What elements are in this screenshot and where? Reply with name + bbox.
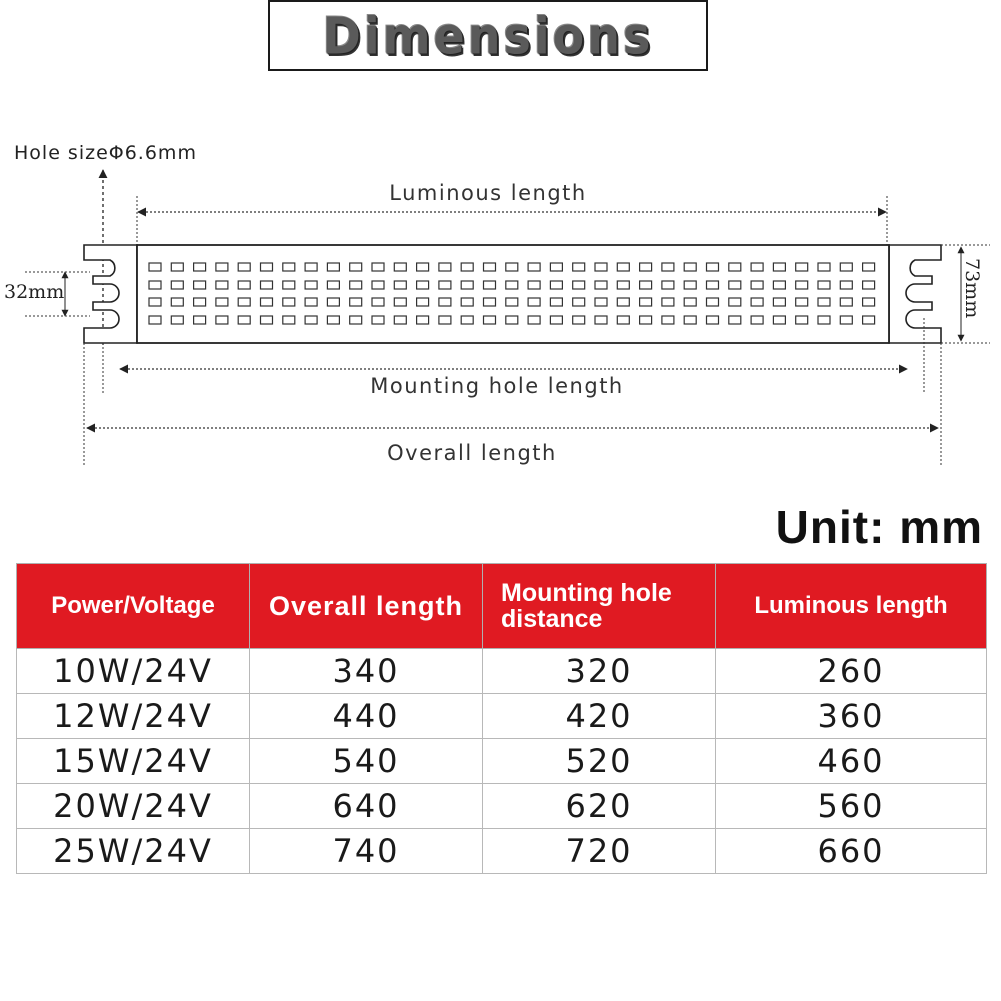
led-chip	[707, 298, 719, 306]
page-title: Dimensions	[322, 5, 654, 66]
overall-length-cell: 640	[250, 784, 483, 829]
led-chip	[216, 316, 228, 324]
led-chip	[238, 298, 250, 306]
led-chip	[149, 298, 161, 306]
led-chip	[238, 263, 250, 271]
led-chip	[707, 316, 719, 324]
led-chip	[573, 298, 585, 306]
led-chip	[840, 298, 852, 306]
led-chip	[684, 263, 696, 271]
overall-length-label: Overall length	[387, 441, 557, 465]
led-chip	[394, 263, 406, 271]
led-chip	[550, 263, 562, 271]
led-chip	[818, 298, 830, 306]
led-chip	[773, 298, 785, 306]
luminous-length-cell: 460	[716, 739, 987, 784]
header-luminous-length: Luminous length	[716, 564, 987, 649]
led-chip	[662, 316, 674, 324]
power-voltage-cell: 10W/24V	[17, 649, 250, 694]
led-chip	[662, 281, 674, 289]
luminous-length-cell: 260	[716, 649, 987, 694]
mounting-hole-distance-cell: 520	[483, 739, 716, 784]
led-chip	[484, 298, 496, 306]
led-chip	[506, 316, 518, 324]
led-chip	[439, 298, 451, 306]
led-chip	[528, 298, 540, 306]
led-chip	[550, 281, 562, 289]
led-chip	[171, 281, 183, 289]
led-chip	[863, 316, 875, 324]
mounting-hole-distance-cell: 420	[483, 694, 716, 739]
led-chip	[729, 298, 741, 306]
led-chip	[305, 263, 317, 271]
led-chip	[595, 316, 607, 324]
led-chip	[261, 298, 273, 306]
led-chip	[729, 263, 741, 271]
led-chip	[261, 263, 273, 271]
led-chip	[238, 281, 250, 289]
led-chip	[617, 263, 629, 271]
led-chip	[707, 281, 719, 289]
led-chip	[863, 281, 875, 289]
unit-label: Unit: mm	[775, 501, 983, 553]
led-chip	[461, 298, 473, 306]
led-chip	[506, 263, 518, 271]
led-chip	[796, 316, 808, 324]
led-chip	[818, 281, 830, 289]
led-chip	[506, 298, 518, 306]
led-chip	[818, 263, 830, 271]
led-chip	[238, 316, 250, 324]
led-chip	[595, 263, 607, 271]
led-chip	[171, 316, 183, 324]
luminous-length-cell: 560	[716, 784, 987, 829]
table-row	[17, 649, 987, 694]
led-chip	[350, 281, 362, 289]
table-row	[17, 829, 987, 874]
table-row	[17, 694, 987, 739]
led-chip	[194, 281, 206, 289]
led-chip	[662, 263, 674, 271]
overall-length-cell: 740	[250, 829, 483, 874]
led-chip	[394, 298, 406, 306]
led-chip	[484, 316, 496, 324]
led-chip	[417, 316, 429, 324]
led-chip	[327, 281, 339, 289]
led-chip	[840, 316, 852, 324]
led-chip	[528, 263, 540, 271]
led-chip	[283, 298, 295, 306]
led-chip	[417, 281, 429, 289]
led-chip	[194, 298, 206, 306]
mounting-hole-distance-cell: 720	[483, 829, 716, 874]
led-chip	[796, 281, 808, 289]
left-mounting-bracket	[84, 245, 137, 343]
led-chip	[439, 316, 451, 324]
led-chip	[640, 316, 652, 324]
led-chip	[640, 281, 652, 289]
header-mounting-hole-distance: Mounting hole distance	[483, 564, 716, 649]
led-chip	[216, 298, 228, 306]
led-chip	[863, 263, 875, 271]
led-chip	[149, 316, 161, 324]
led-chip	[751, 281, 763, 289]
led-chip	[283, 281, 295, 289]
led-chip	[261, 316, 273, 324]
led-chip	[595, 298, 607, 306]
led-chip	[617, 316, 629, 324]
led-chip	[796, 298, 808, 306]
spec-table	[16, 563, 987, 874]
mounting-hole-length-label: Mounting hole length	[370, 374, 624, 398]
led-chip	[372, 263, 384, 271]
led-chip	[617, 298, 629, 306]
led-chip	[640, 263, 652, 271]
table-header-row	[17, 564, 987, 649]
led-chip	[461, 316, 473, 324]
light-bar-body	[137, 245, 889, 343]
led-chip	[484, 263, 496, 271]
led-chip	[773, 263, 785, 271]
led-chip	[550, 298, 562, 306]
led-chip	[773, 281, 785, 289]
led-chip	[863, 298, 875, 306]
led-chip	[617, 281, 629, 289]
led-chip	[171, 263, 183, 271]
led-chip	[684, 281, 696, 289]
led-chip	[528, 281, 540, 289]
right-mounting-bracket	[889, 245, 941, 343]
left-dimension-label: 32mm	[4, 281, 65, 303]
overall-length-cell: 540	[250, 739, 483, 784]
led-chip	[305, 281, 317, 289]
table-row	[17, 784, 987, 829]
power-voltage-cell: 20W/24V	[17, 784, 250, 829]
led-chip	[640, 298, 652, 306]
led-chip	[305, 316, 317, 324]
led-chip	[461, 263, 473, 271]
led-chip	[283, 263, 295, 271]
led-chip	[394, 316, 406, 324]
led-chip	[573, 281, 585, 289]
led-chip	[751, 298, 763, 306]
led-chip	[773, 316, 785, 324]
led-chip	[149, 281, 161, 289]
led-chip	[194, 263, 206, 271]
mounting-hole-distance-cell: 320	[483, 649, 716, 694]
led-chip	[194, 316, 206, 324]
header-overall-length: Overall length	[250, 564, 483, 649]
header-power-voltage: Power/Voltage	[17, 564, 250, 649]
led-chip	[550, 316, 562, 324]
dimension-diagram	[0, 0, 1001, 480]
led-chip	[751, 316, 763, 324]
mounting-hole-distance-cell: 620	[483, 784, 716, 829]
led-chip	[350, 316, 362, 324]
led-chip	[372, 298, 384, 306]
overall-length-cell: 440	[250, 694, 483, 739]
led-chip	[327, 263, 339, 271]
led-chip	[573, 316, 585, 324]
led-chip	[417, 298, 429, 306]
hole-size-label: Hole sizeΦ6.6mm	[14, 142, 197, 164]
led-chip	[595, 281, 607, 289]
right-dimension-label: 73mm	[961, 258, 983, 319]
led-chip	[417, 263, 429, 271]
power-voltage-cell: 15W/24V	[17, 739, 250, 784]
led-chip	[149, 263, 161, 271]
led-chip	[729, 316, 741, 324]
led-chip	[439, 263, 451, 271]
led-chip	[528, 316, 540, 324]
led-chip	[350, 298, 362, 306]
led-chip	[484, 281, 496, 289]
led-chip	[216, 281, 228, 289]
power-voltage-cell: 12W/24V	[17, 694, 250, 739]
led-chip	[305, 298, 317, 306]
led-chip	[818, 316, 830, 324]
power-voltage-cell: 25W/24V	[17, 829, 250, 874]
led-chip	[729, 281, 741, 289]
table-row	[17, 739, 987, 784]
led-chip	[840, 263, 852, 271]
led-chip	[394, 281, 406, 289]
led-chip	[796, 263, 808, 271]
led-chip	[350, 263, 362, 271]
led-chip	[573, 263, 585, 271]
led-chip	[327, 316, 339, 324]
luminous-length-label: Luminous length	[389, 181, 587, 205]
led-chip	[372, 316, 384, 324]
led-chip	[171, 298, 183, 306]
luminous-length-cell: 660	[716, 829, 987, 874]
led-chip	[283, 316, 295, 324]
overall-length-cell: 340	[250, 649, 483, 694]
led-chip	[684, 316, 696, 324]
led-chip	[372, 281, 384, 289]
led-chip	[327, 298, 339, 306]
led-chip	[261, 281, 273, 289]
led-chip	[439, 281, 451, 289]
led-chip	[461, 281, 473, 289]
led-chip	[684, 298, 696, 306]
luminous-length-cell: 360	[716, 694, 987, 739]
led-chip	[216, 263, 228, 271]
led-chip	[707, 263, 719, 271]
led-chip	[840, 281, 852, 289]
led-chip	[506, 281, 518, 289]
led-chip	[662, 298, 674, 306]
led-chip	[751, 263, 763, 271]
